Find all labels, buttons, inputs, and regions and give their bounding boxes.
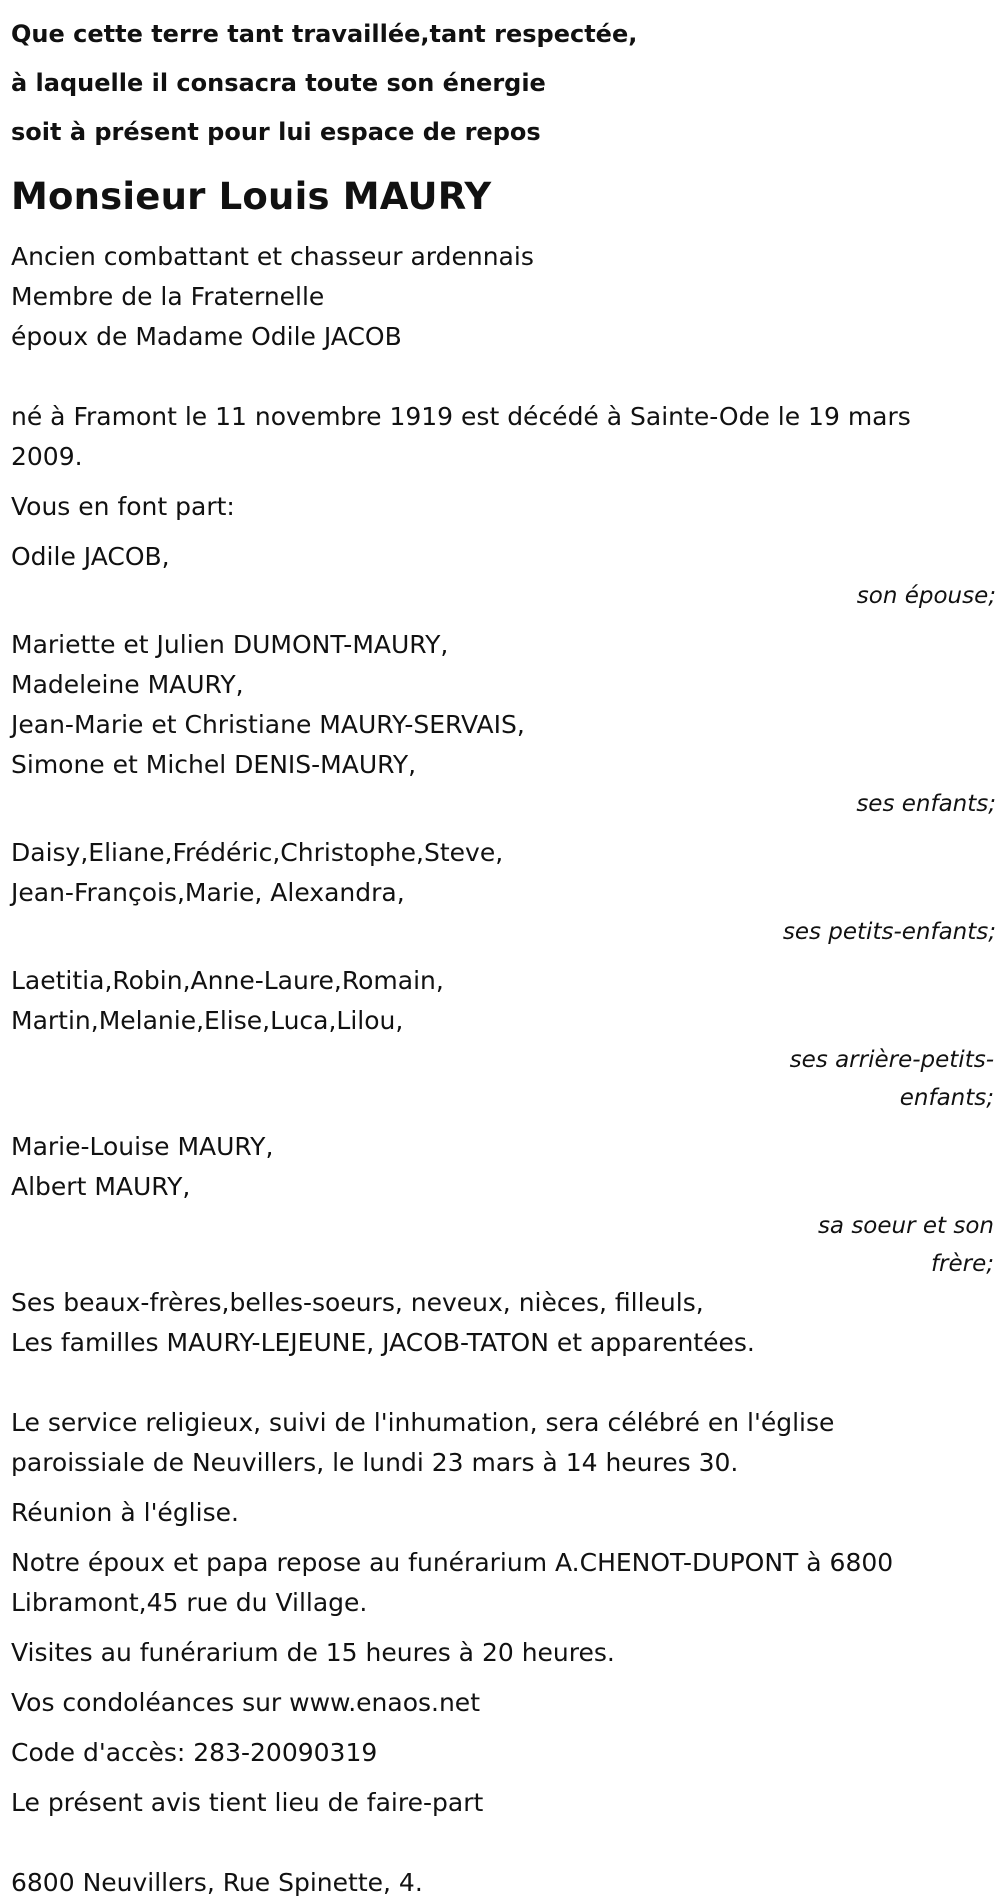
family-group-great-grandchildren — [11, 961, 996, 1117]
home-address: 6800 Neuvillers, Rue Spinette, 4. — [11, 1868, 423, 1897]
service-info: Le service religieux, suivi de l'inhumation, sera célébré en l'église paroissiale de Neuvillers, le lundi 23 mars à 14 heures 30. — [11, 1408, 835, 1477]
deceased-name: Monsieur Louis MAURY — [11, 175, 492, 218]
family-name: Martin,Melanie,Elise,Luca,Lilou, — [11, 1006, 404, 1035]
epitaph-line: à laquelle il consacra toute son énergie — [11, 69, 546, 97]
family-name: Marie-Louise MAURY, — [11, 1132, 274, 1161]
title-line: époux de Madame Odile JACOB — [11, 322, 402, 351]
extended-family-line: Les familles MAURY-LEJEUNE, JACOB-TATON et apparentées. — [11, 1328, 755, 1357]
obituary-notice — [11, 0, 996, 1903]
family-name: Mariette et Julien DUMONT-MAURY, — [11, 630, 449, 659]
family-group-siblings — [11, 1127, 996, 1283]
family-name: Albert MAURY, — [11, 1172, 191, 1201]
birth-death: né à Framont le 11 novembre 1919 est décédé à Sainte-Ode le 19 mars 2009. — [11, 402, 911, 471]
rest-place-info: Notre époux et papa repose au funérarium A.CHENOT-DUPONT à 6800 Libramont,45 rue du Village. — [11, 1548, 894, 1617]
family-group-children — [11, 625, 996, 823]
family-group-spouse — [11, 537, 996, 615]
access-code: Code d'accès: 283-20090319 — [11, 1738, 378, 1767]
extended-family-line: Ses beaux-frères,belles-soeurs, neveux, nièces, filleuls, — [11, 1288, 704, 1317]
family-name: Jean-François,Marie, Alexandra, — [11, 878, 405, 907]
visits-info: Visites au funérarium de 15 heures à 20 heures. — [11, 1638, 615, 1667]
family-name: Daisy,Eliane,Frédéric,Christophe,Steve, — [11, 838, 504, 867]
family-relation: ses petits-enfants; — [782, 919, 996, 945]
family-name: Laetitia,Robin,Anne-Laure,Romain, — [11, 966, 444, 995]
title-line: Ancien combattant et chasseur ardennais — [11, 242, 534, 271]
meeting-info: Réunion à l'église. — [11, 1498, 239, 1527]
family-relation: son épouse; — [856, 583, 996, 609]
family-name: Simone et Michel DENIS-MAURY, — [11, 750, 417, 779]
family-name: Odile JACOB, — [11, 542, 170, 571]
family-relation: ses enfants; — [856, 791, 996, 817]
announcement: Vous en font part: — [11, 492, 235, 521]
epitaph-line: Que cette terre tant travaillée,tant respectée, — [11, 20, 638, 48]
condolences-info: Vos condoléances sur www.enaos.net — [11, 1688, 480, 1717]
extended-family — [11, 1283, 996, 1363]
family-group-grandchildren — [11, 833, 996, 951]
epitaph — [11, 0, 996, 157]
family-name: Jean-Marie et Christiane MAURY-SERVAIS, — [11, 710, 525, 739]
family-name: Madeleine MAURY, — [11, 670, 244, 699]
notice-text: Le présent avis tient lieu de faire-part — [11, 1788, 484, 1817]
family-relation: ses arrière-petits-enfants; — [789, 1047, 994, 1111]
family-relation: sa soeur et son frère; — [817, 1213, 994, 1277]
title-line: Membre de la Fraternelle — [11, 282, 325, 311]
epitaph-line: soit à présent pour lui espace de repos — [11, 118, 541, 146]
titles — [11, 237, 996, 357]
